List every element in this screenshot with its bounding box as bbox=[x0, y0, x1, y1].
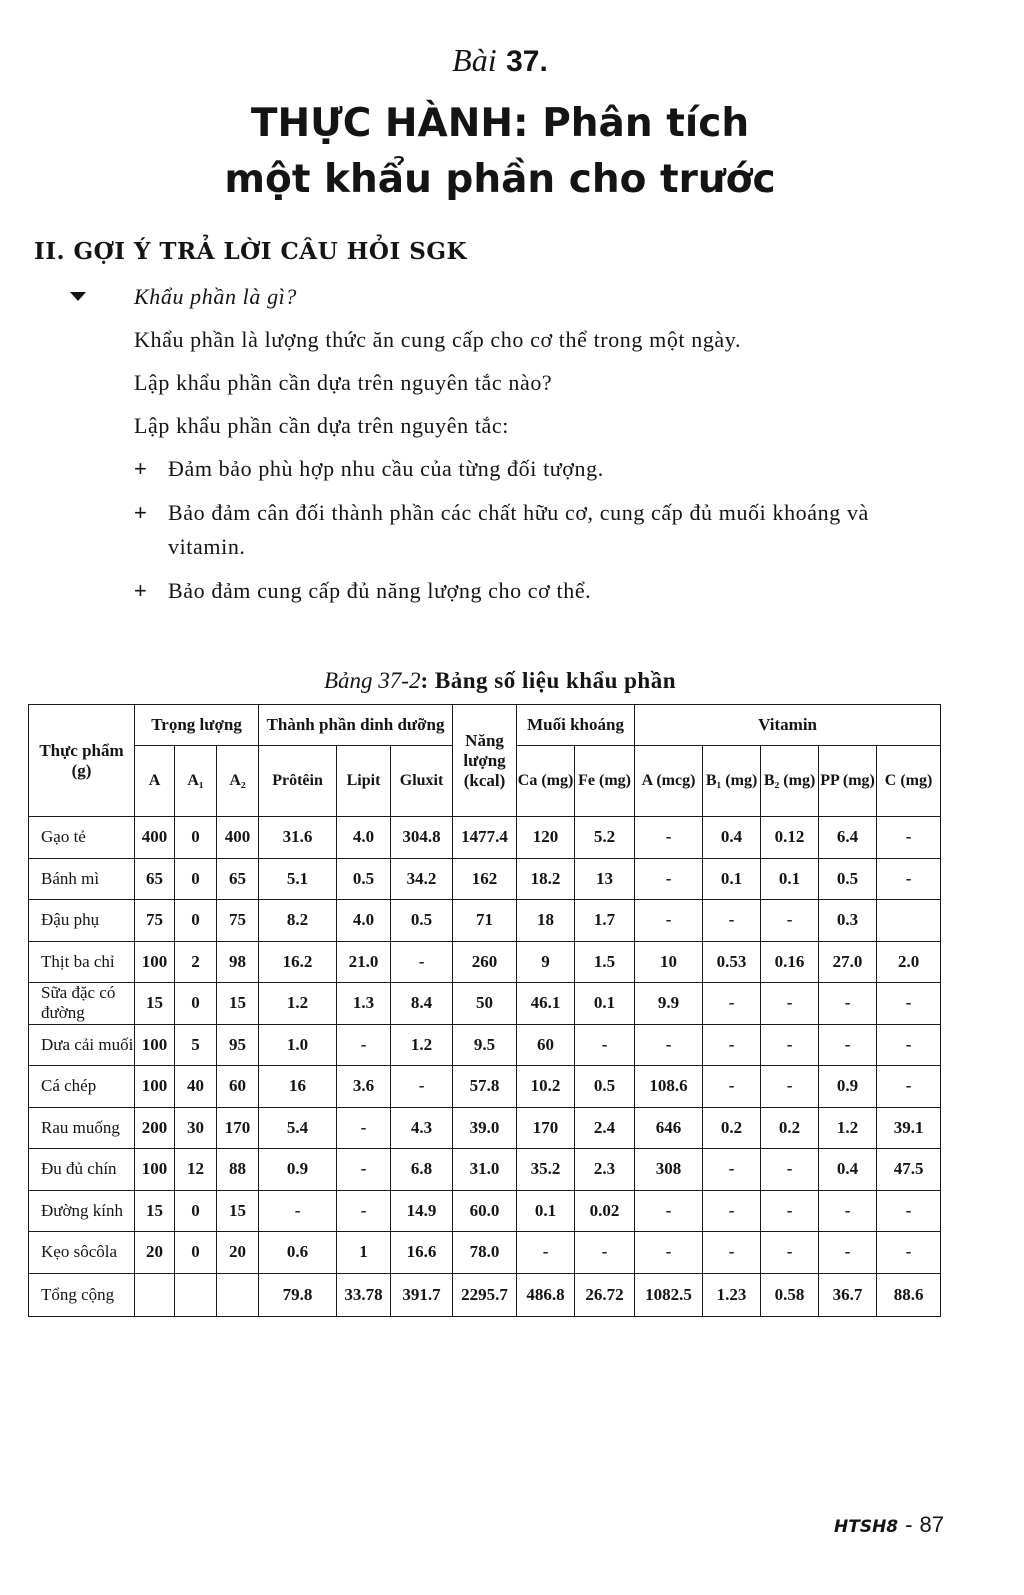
cell-pp: 27.0 bbox=[819, 941, 877, 983]
plus-bullet: + bbox=[134, 500, 147, 525]
col-vitamin-pp: PP (mg) bbox=[819, 746, 877, 817]
cell-protein: 5.1 bbox=[259, 858, 337, 900]
lesson-number bbox=[0, 42, 1000, 79]
cell-protein: 0.6 bbox=[259, 1232, 337, 1274]
cell-va: - bbox=[635, 1190, 703, 1232]
cell-va: - bbox=[635, 858, 703, 900]
cell-ca: 60 bbox=[517, 1024, 575, 1066]
cell-ca: 46.1 bbox=[517, 983, 575, 1025]
cell-lipit: - bbox=[337, 1107, 391, 1149]
cell-va: 646 bbox=[635, 1107, 703, 1149]
cell-food: Tổng cộng bbox=[29, 1273, 135, 1316]
cell-c: 39.1 bbox=[877, 1107, 941, 1149]
col-protein: Prôtêin bbox=[259, 746, 337, 817]
cell-a2: 65 bbox=[217, 858, 259, 900]
cell-energy: 71 bbox=[453, 900, 517, 942]
cell-a: 100 bbox=[135, 941, 175, 983]
cell-a2: 60 bbox=[217, 1066, 259, 1108]
cell-protein: - bbox=[259, 1190, 337, 1232]
cell-protein: 16 bbox=[259, 1066, 337, 1108]
cell-lipit: 33.78 bbox=[337, 1273, 391, 1316]
cell-c: 2.0 bbox=[877, 941, 941, 983]
cell-lipit: 21.0 bbox=[337, 941, 391, 983]
table-row bbox=[29, 1024, 941, 1066]
cell-ca: 0.1 bbox=[517, 1190, 575, 1232]
cell-b1: 0.2 bbox=[703, 1107, 761, 1149]
page-number: 87 bbox=[919, 1512, 945, 1537]
page-title bbox=[0, 96, 1000, 208]
cell-fe: 1.5 bbox=[575, 941, 635, 983]
col-group-nutrition: Thành phần dinh dưỡng bbox=[259, 705, 453, 746]
cell-pp: - bbox=[819, 1024, 877, 1066]
cell-energy: 57.8 bbox=[453, 1066, 517, 1108]
table-row bbox=[29, 817, 941, 859]
col-group-vitamins: Vitamin bbox=[635, 705, 941, 746]
cell-b2: - bbox=[761, 983, 819, 1025]
col-group-weight: Trọng lượng bbox=[135, 705, 259, 746]
cell-food: Đường kính bbox=[29, 1190, 135, 1232]
table-caption bbox=[0, 668, 1000, 694]
title-line-2: một khẩu phần cho trước bbox=[224, 157, 776, 202]
cell-b2: 0.1 bbox=[761, 858, 819, 900]
cell-b1: - bbox=[703, 1190, 761, 1232]
plus-bullet: + bbox=[134, 456, 147, 481]
table-row bbox=[29, 858, 941, 900]
cell-a1: 2 bbox=[175, 941, 217, 983]
cell-a: 15 bbox=[135, 983, 175, 1025]
cell-va: 1082.5 bbox=[635, 1273, 703, 1316]
table-row bbox=[29, 1107, 941, 1149]
cell-ca: 18.2 bbox=[517, 858, 575, 900]
cell-lipit: 1 bbox=[337, 1232, 391, 1274]
cell-pp: 36.7 bbox=[819, 1273, 877, 1316]
cell-energy: 50 bbox=[453, 983, 517, 1025]
cell-protein: 79.8 bbox=[259, 1273, 337, 1316]
cell-gluxit: 14.9 bbox=[391, 1190, 453, 1232]
table-row bbox=[29, 1232, 941, 1274]
plus-bullet: + bbox=[134, 578, 147, 603]
cell-a: 100 bbox=[135, 1149, 175, 1191]
cell-a1: 0 bbox=[175, 817, 217, 859]
cell-a2: 88 bbox=[217, 1149, 259, 1191]
cell-lipit: 0.5 bbox=[337, 858, 391, 900]
cell-food: Rau muống bbox=[29, 1107, 135, 1149]
cell-fe: 5.2 bbox=[575, 817, 635, 859]
principle-item: Đảm bảo phù hợp nhu cầu của từng đối tượng. bbox=[168, 456, 604, 481]
col-vitamin-a: A (mcg) bbox=[635, 746, 703, 817]
cell-a1: 5 bbox=[175, 1024, 217, 1066]
cell-a2: 400 bbox=[217, 817, 259, 859]
cell-a2: 15 bbox=[217, 983, 259, 1025]
cell-food: Thịt ba chỉ bbox=[29, 941, 135, 983]
cell-c: - bbox=[877, 1190, 941, 1232]
table-caption-title: : Bảng số liệu khẩu phần bbox=[420, 668, 676, 693]
cell-fe: 26.72 bbox=[575, 1273, 635, 1316]
nutrition-table bbox=[28, 704, 941, 1317]
col-vitamin-b1: B₁ (mg) bbox=[703, 746, 761, 817]
cell-protein: 5.4 bbox=[259, 1107, 337, 1149]
title-line-1: THỰC HÀNH: Phân tích bbox=[250, 101, 750, 146]
cell-pp: 0.5 bbox=[819, 858, 877, 900]
table-row bbox=[29, 983, 941, 1025]
cell-a: 100 bbox=[135, 1024, 175, 1066]
cell-a2: 95 bbox=[217, 1024, 259, 1066]
cell-a2 bbox=[217, 1273, 259, 1316]
cell-b2: - bbox=[761, 1024, 819, 1066]
cell-b2: - bbox=[761, 1232, 819, 1274]
cell-gluxit: - bbox=[391, 941, 453, 983]
cell-pp: 0.3 bbox=[819, 900, 877, 942]
cell-a1: 40 bbox=[175, 1066, 217, 1108]
cell-ca: 9 bbox=[517, 941, 575, 983]
cell-fe: - bbox=[575, 1024, 635, 1066]
cell-gluxit: 4.3 bbox=[391, 1107, 453, 1149]
col-food: Thực phẩm (g) bbox=[29, 705, 135, 817]
cell-gluxit: 6.8 bbox=[391, 1149, 453, 1191]
col-vitamin-b2: B₂ (mg) bbox=[761, 746, 819, 817]
lesson-word: Bài bbox=[452, 42, 497, 78]
cell-fe: 0.5 bbox=[575, 1066, 635, 1108]
cell-energy: 60.0 bbox=[453, 1190, 517, 1232]
cell-b2: 0.16 bbox=[761, 941, 819, 983]
cell-b1: - bbox=[703, 1066, 761, 1108]
section-heading: II. GỢI Ý TRẢ LỜI CÂU HỎI SGK bbox=[34, 238, 467, 265]
cell-lipit: 4.0 bbox=[337, 900, 391, 942]
cell-a1: 0 bbox=[175, 1232, 217, 1274]
cell-c: - bbox=[877, 1066, 941, 1108]
col-a1: A₁ bbox=[175, 746, 217, 817]
cell-fe: 0.02 bbox=[575, 1190, 635, 1232]
cell-b2: - bbox=[761, 1066, 819, 1108]
cell-pp: 6.4 bbox=[819, 817, 877, 859]
triangle-bullet-icon bbox=[70, 292, 86, 301]
cell-fe: 13 bbox=[575, 858, 635, 900]
cell-a2: 75 bbox=[217, 900, 259, 942]
cell-b2: - bbox=[761, 1149, 819, 1191]
cell-a1: 0 bbox=[175, 858, 217, 900]
cell-b1: 0.53 bbox=[703, 941, 761, 983]
cell-fe: 0.1 bbox=[575, 983, 635, 1025]
cell-ca: 10.2 bbox=[517, 1066, 575, 1108]
table-caption-label: Bảng 37-2 bbox=[324, 668, 421, 693]
lesson-number-value: 37. bbox=[506, 45, 548, 78]
cell-gluxit: - bbox=[391, 1066, 453, 1108]
cell-gluxit: 1.2 bbox=[391, 1024, 453, 1066]
cell-pp: 0.4 bbox=[819, 1149, 877, 1191]
cell-a: 75 bbox=[135, 900, 175, 942]
cell-protein: 31.6 bbox=[259, 817, 337, 859]
cell-a bbox=[135, 1273, 175, 1316]
cell-food: Kẹo sôcôla bbox=[29, 1232, 135, 1274]
cell-va: 308 bbox=[635, 1149, 703, 1191]
cell-food: Đu đủ chín bbox=[29, 1149, 135, 1191]
cell-gluxit: 0.5 bbox=[391, 900, 453, 942]
cell-c: - bbox=[877, 817, 941, 859]
cell-b1: - bbox=[703, 983, 761, 1025]
col-gluxit: Gluxit bbox=[391, 746, 453, 817]
cell-b2: 0.2 bbox=[761, 1107, 819, 1149]
cell-food: Gạo tẻ bbox=[29, 817, 135, 859]
cell-pp: 0.9 bbox=[819, 1066, 877, 1108]
cell-lipit: - bbox=[337, 1149, 391, 1191]
table-row bbox=[29, 900, 941, 942]
cell-a2: 98 bbox=[217, 941, 259, 983]
cell-energy: 1477.4 bbox=[453, 817, 517, 859]
cell-fe: 2.3 bbox=[575, 1149, 635, 1191]
cell-b1: 1.23 bbox=[703, 1273, 761, 1316]
cell-b1: - bbox=[703, 1149, 761, 1191]
answer-1: Khẩu phần là lượng thức ăn cung cấp cho cơ thể trong một ngày. bbox=[134, 327, 742, 352]
cell-c: 88.6 bbox=[877, 1273, 941, 1316]
book-code: HTSH8 bbox=[834, 1517, 899, 1537]
cell-va: - bbox=[635, 1024, 703, 1066]
cell-pp: - bbox=[819, 1232, 877, 1274]
question-2: Lập khẩu phần cần dựa trên nguyên tắc nào? bbox=[134, 370, 553, 395]
cell-a2: 20 bbox=[217, 1232, 259, 1274]
cell-b1: - bbox=[703, 900, 761, 942]
cell-a: 200 bbox=[135, 1107, 175, 1149]
cell-a1: 0 bbox=[175, 1190, 217, 1232]
cell-a: 20 bbox=[135, 1232, 175, 1274]
table-row bbox=[29, 1066, 941, 1108]
cell-lipit: - bbox=[337, 1024, 391, 1066]
cell-gluxit: 34.2 bbox=[391, 858, 453, 900]
cell-fe: 1.7 bbox=[575, 900, 635, 942]
col-energy: Năng lượng (kcal) bbox=[453, 705, 517, 817]
cell-a: 65 bbox=[135, 858, 175, 900]
table-row bbox=[29, 1190, 941, 1232]
col-group-minerals: Muối khoáng bbox=[517, 705, 635, 746]
table-row bbox=[29, 941, 941, 983]
col-ca: Ca (mg) bbox=[517, 746, 575, 817]
cell-gluxit: 391.7 bbox=[391, 1273, 453, 1316]
answer-2: Lập khẩu phần cần dựa trên nguyên tắc: bbox=[134, 413, 509, 438]
cell-b1: 0.1 bbox=[703, 858, 761, 900]
cell-energy: 260 bbox=[453, 941, 517, 983]
cell-b2: 0.58 bbox=[761, 1273, 819, 1316]
cell-fe: - bbox=[575, 1232, 635, 1274]
cell-a: 100 bbox=[135, 1066, 175, 1108]
cell-lipit: 1.3 bbox=[337, 983, 391, 1025]
cell-va: - bbox=[635, 900, 703, 942]
principle-item: Bảo đảm cung cấp đủ năng lượng cho cơ thể. bbox=[168, 578, 592, 603]
cell-protein: 16.2 bbox=[259, 941, 337, 983]
cell-va: - bbox=[635, 1232, 703, 1274]
cell-energy: 162 bbox=[453, 858, 517, 900]
cell-ca: - bbox=[517, 1232, 575, 1274]
cell-c: - bbox=[877, 983, 941, 1025]
cell-ca: 170 bbox=[517, 1107, 575, 1149]
footer-separator: - bbox=[898, 1513, 920, 1538]
question-1: Khẩu phần là gì? bbox=[134, 284, 297, 309]
col-fe: Fe (mg) bbox=[575, 746, 635, 817]
cell-a1 bbox=[175, 1273, 217, 1316]
cell-protein: 1.2 bbox=[259, 983, 337, 1025]
cell-a2: 170 bbox=[217, 1107, 259, 1149]
cell-food: Dưa cải muối bbox=[29, 1024, 135, 1066]
cell-pp: - bbox=[819, 983, 877, 1025]
table-row bbox=[29, 1149, 941, 1191]
cell-c: - bbox=[877, 1232, 941, 1274]
cell-energy: 2295.7 bbox=[453, 1273, 517, 1316]
cell-a: 15 bbox=[135, 1190, 175, 1232]
cell-energy: 31.0 bbox=[453, 1149, 517, 1191]
cell-protein: 0.9 bbox=[259, 1149, 337, 1191]
cell-b1: - bbox=[703, 1024, 761, 1066]
cell-ca: 486.8 bbox=[517, 1273, 575, 1316]
cell-a1: 0 bbox=[175, 900, 217, 942]
cell-food: Bánh mì bbox=[29, 858, 135, 900]
table-total-row bbox=[29, 1273, 941, 1316]
cell-b1: - bbox=[703, 1232, 761, 1274]
cell-a2: 15 bbox=[217, 1190, 259, 1232]
cell-a1: 30 bbox=[175, 1107, 217, 1149]
cell-a1: 0 bbox=[175, 983, 217, 1025]
cell-energy: 78.0 bbox=[453, 1232, 517, 1274]
cell-gluxit: 304.8 bbox=[391, 817, 453, 859]
cell-c: - bbox=[877, 1024, 941, 1066]
cell-b2: - bbox=[761, 900, 819, 942]
cell-ca: 35.2 bbox=[517, 1149, 575, 1191]
cell-gluxit: 8.4 bbox=[391, 983, 453, 1025]
cell-food: Đậu phụ bbox=[29, 900, 135, 942]
cell-va: 108.6 bbox=[635, 1066, 703, 1108]
cell-pp: - bbox=[819, 1190, 877, 1232]
cell-protein: 1.0 bbox=[259, 1024, 337, 1066]
cell-ca: 120 bbox=[517, 817, 575, 859]
cell-c bbox=[877, 900, 941, 942]
cell-b2: - bbox=[761, 1190, 819, 1232]
cell-a1: 12 bbox=[175, 1149, 217, 1191]
cell-lipit: 3.6 bbox=[337, 1066, 391, 1108]
cell-pp: 1.2 bbox=[819, 1107, 877, 1149]
col-a: A bbox=[135, 746, 175, 817]
cell-lipit: 4.0 bbox=[337, 817, 391, 859]
principle-item: Bảo đảm cân đối thành phần các chất hữu cơ, cung cấp đủ muối khoáng và vitamin. bbox=[168, 500, 869, 559]
cell-c: 47.5 bbox=[877, 1149, 941, 1191]
cell-va: 9.9 bbox=[635, 983, 703, 1025]
page-footer bbox=[834, 1512, 944, 1538]
cell-lipit: - bbox=[337, 1190, 391, 1232]
cell-a: 400 bbox=[135, 817, 175, 859]
cell-fe: 2.4 bbox=[575, 1107, 635, 1149]
cell-protein: 8.2 bbox=[259, 900, 337, 942]
cell-b2: 0.12 bbox=[761, 817, 819, 859]
col-a2: A₂ bbox=[217, 746, 259, 817]
cell-food: Cá chép bbox=[29, 1066, 135, 1108]
cell-food: Sữa đặc có đường bbox=[29, 983, 135, 1025]
col-vitamin-c: C (mg) bbox=[877, 746, 941, 817]
cell-va: 10 bbox=[635, 941, 703, 983]
col-lipit: Lipit bbox=[337, 746, 391, 817]
cell-ca: 18 bbox=[517, 900, 575, 942]
cell-c: - bbox=[877, 858, 941, 900]
cell-b1: 0.4 bbox=[703, 817, 761, 859]
cell-gluxit: 16.6 bbox=[391, 1232, 453, 1274]
cell-energy: 39.0 bbox=[453, 1107, 517, 1149]
cell-va: - bbox=[635, 817, 703, 859]
cell-energy: 9.5 bbox=[453, 1024, 517, 1066]
